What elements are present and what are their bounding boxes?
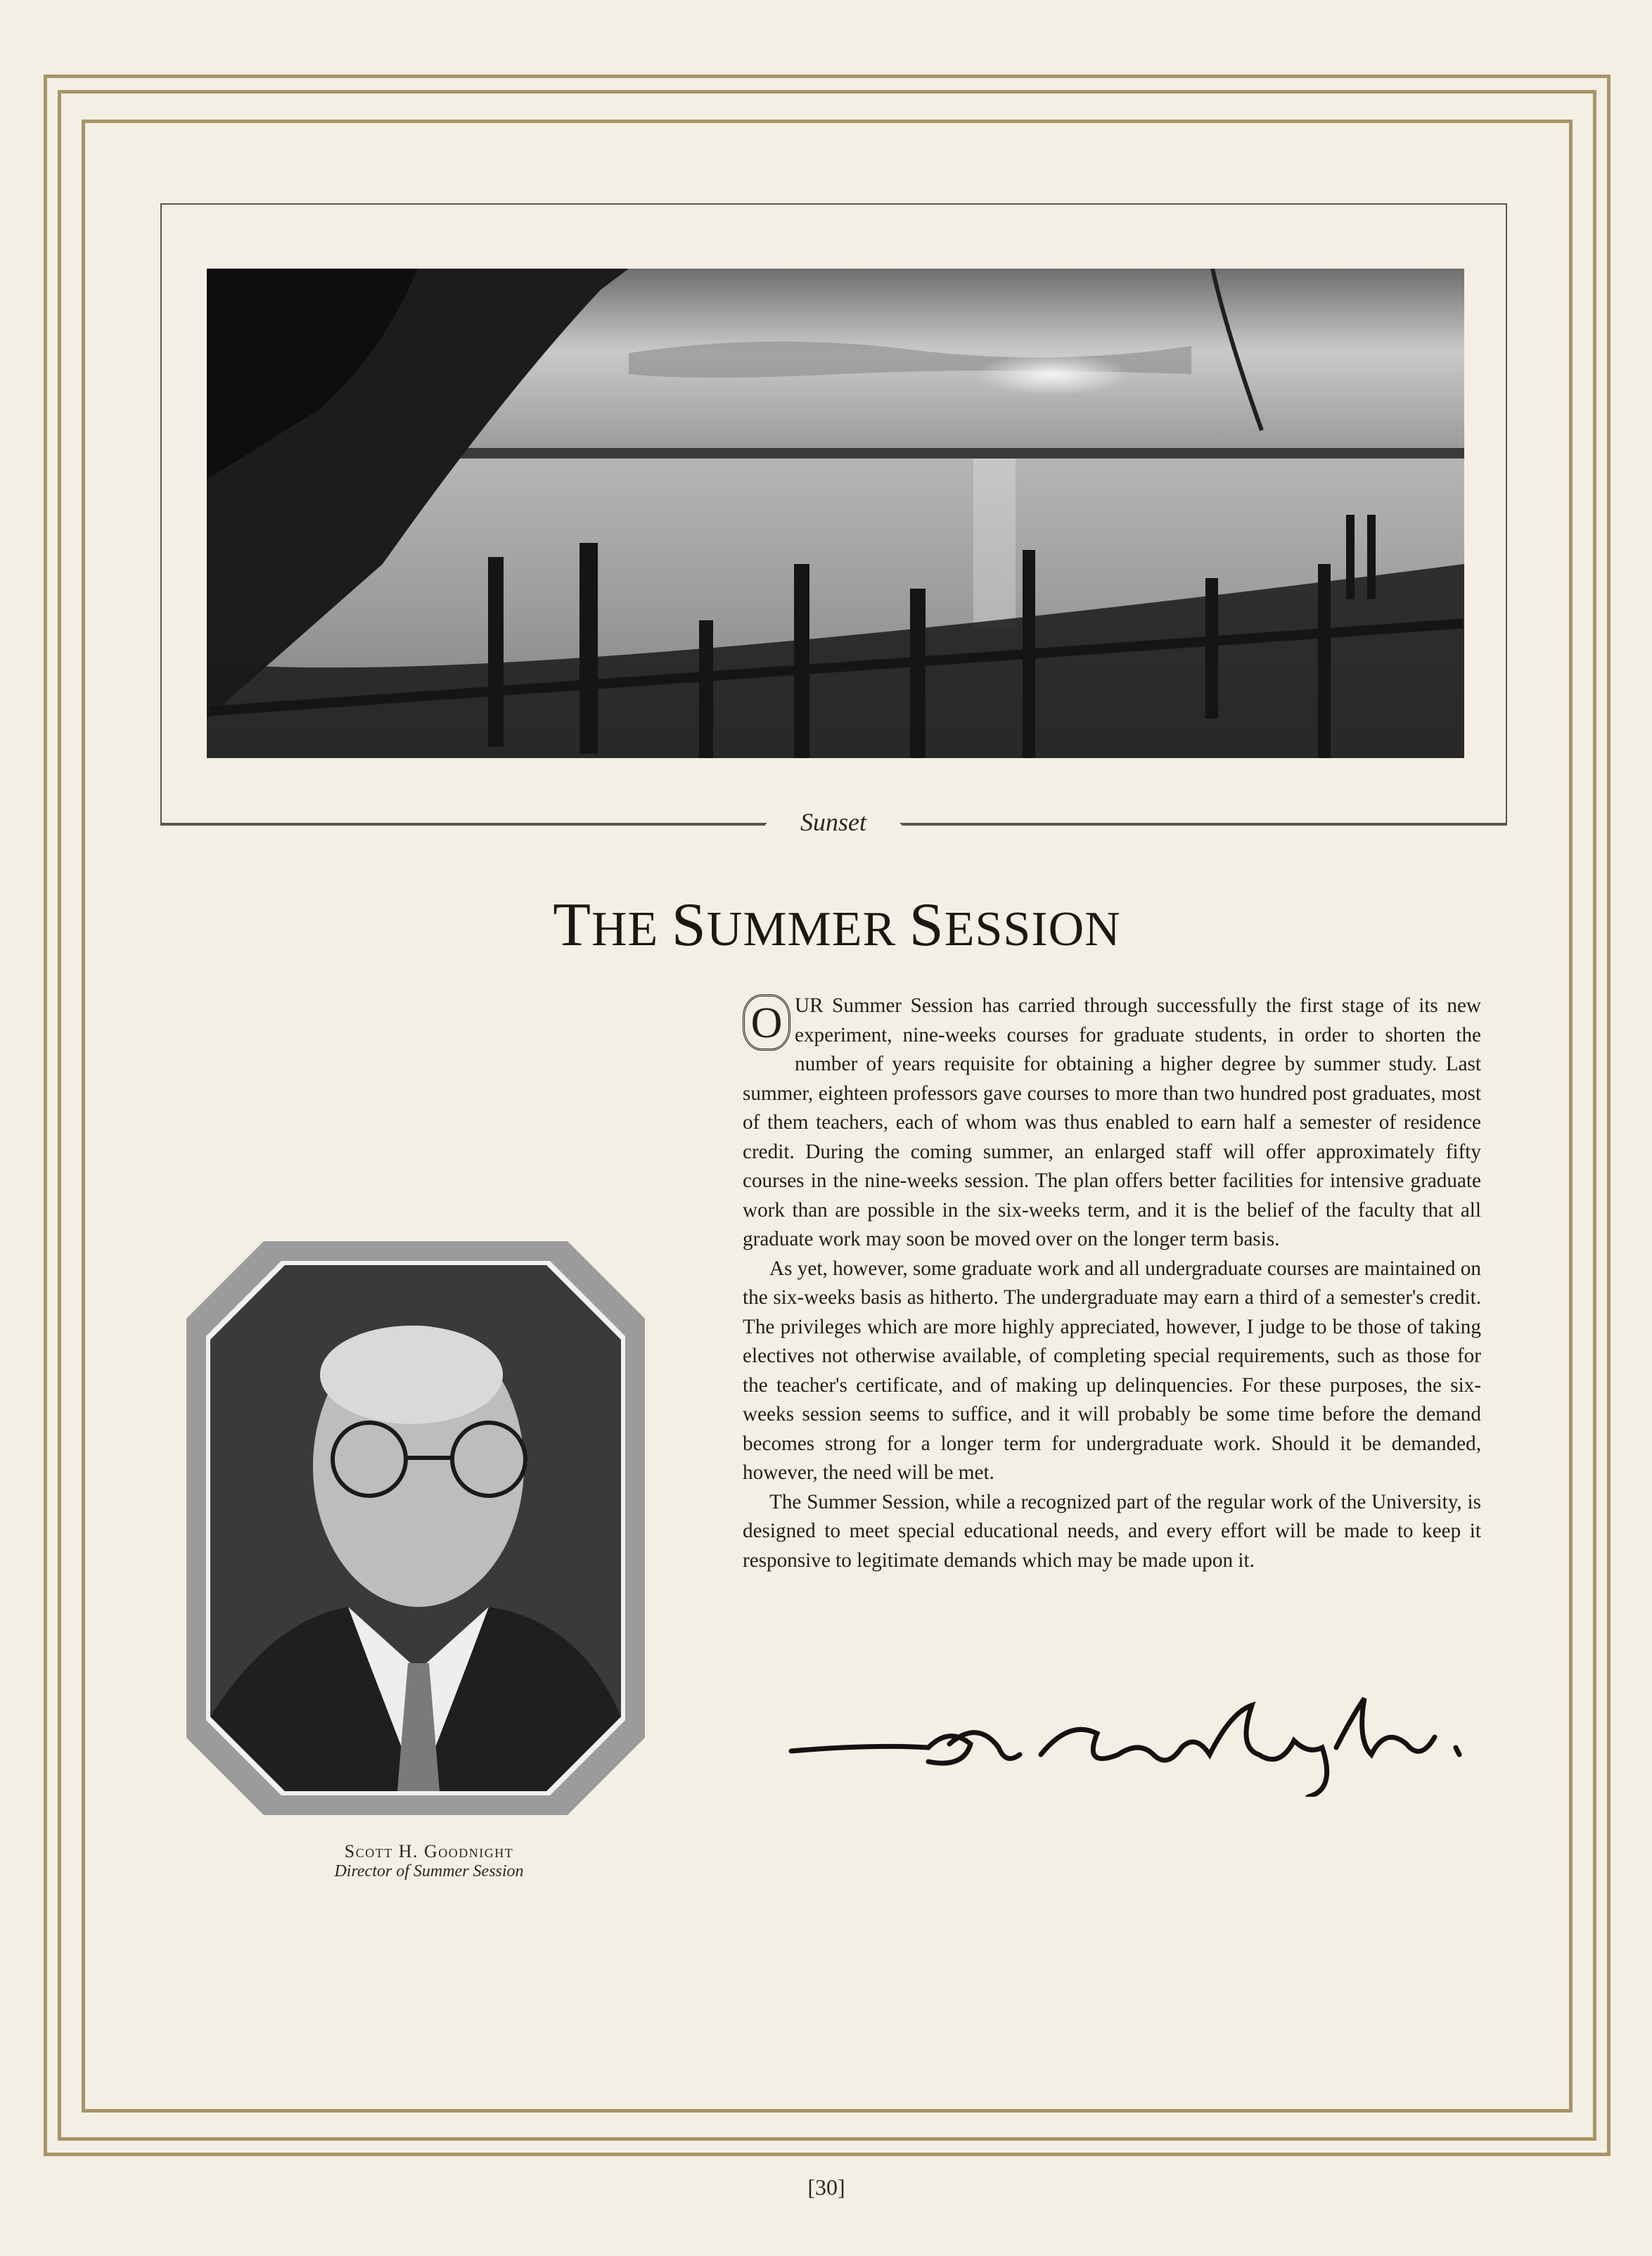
article-body bbox=[743, 992, 1481, 1575]
caption-rule-right bbox=[902, 824, 1507, 826]
portrait-name: Scott H. Goodnight bbox=[344, 1841, 514, 1861]
signature bbox=[788, 1677, 1491, 1797]
page-number: [30] bbox=[807, 2174, 845, 2200]
portrait-title: Director of Summer Session bbox=[334, 1862, 524, 1880]
caption-rule-left bbox=[160, 824, 765, 826]
sunset-photo bbox=[207, 269, 1464, 758]
article-title: THE SUMMER SESSION bbox=[553, 891, 1121, 959]
drop-cap: O bbox=[743, 994, 790, 1051]
paragraph-3: The Summer Session, while a recognized part of the regular work of the University, is designed to meet special educational needs, and every effort will be made to keep it responsive to legitimate demands which may be made upon it. bbox=[743, 1490, 1481, 1572]
photo-caption: Sunset bbox=[767, 807, 900, 837]
portrait-photo bbox=[186, 1241, 645, 1815]
paragraph-2: As yet, however, some graduate work and all undergraduate courses are maintained on the six-weeks basis as hitherto. The undergraduate may earn a third of a semester's credit. The privileges which are more highly appreciated, however, I judge to be those of taking electives not otherwise available, of completing special requirements, such as those for the teacher's certificate, and of making up delinquencies. For these purposes, the six-weeks session seems to suffice, and it will probably be some time before the demand becomes strong for a longer term for undergraduate work. Should it be demanded, however, the need will be met. bbox=[743, 1257, 1481, 1484]
paragraph-1: O UR Summer Session has carried through successfully the first stage of its new experiment, nine-weeks courses for graduate students, in order to shorten the number of years requisite for obtaining a higher degree by summer study. Last summer, eighteen professors gave courses to more than two hundred post graduates, most of them teachers, each of whom was thus enabled to earn half a semester of residence credit. During the coming summer, an enlarged staff will offer approximately fifty courses in the nine-weeks session. The plan offers better facilities for intensive graduate work than are possible in the six-weeks term, and it is the belief of the faculty that all graduate work may soon be moved over on the longer term basis. bbox=[743, 994, 1481, 1250]
